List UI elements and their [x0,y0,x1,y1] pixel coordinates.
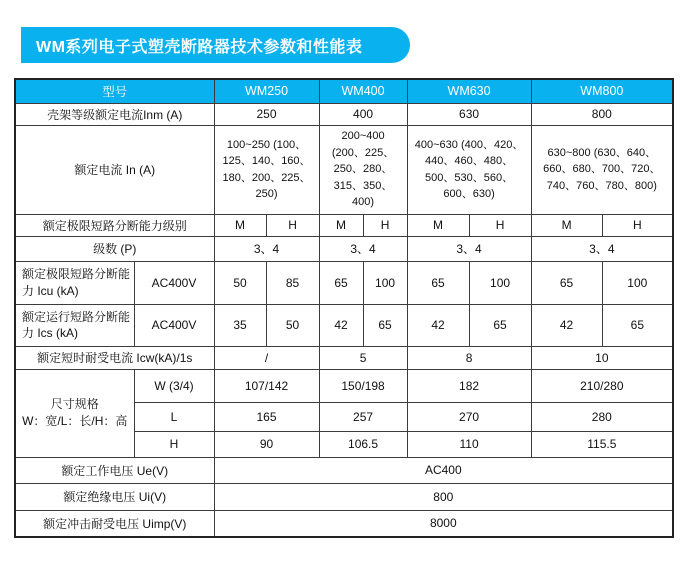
icu-wm630-h: 100 [469,261,531,304]
poles-wm800: 3、4 [531,236,673,261]
row-poles [15,236,673,261]
poles-wm630: 3、4 [407,236,531,261]
dimension-l-wm250: 165 [214,402,319,431]
rated-current-wm400: 200~400 (200、225、250、280、315、350、400) [319,125,407,214]
header-wm250: WM250 [214,79,319,103]
row-ui [15,483,673,510]
header-wm630: WM630 [407,79,531,103]
header-row [15,79,673,103]
page-title-banner [21,27,410,63]
breaking-class-wm630-m: M [407,214,469,236]
dimension-l-wm630: 270 [407,402,531,431]
dimension-h-label: H [134,431,214,457]
header-model-label: 型号 [15,79,214,103]
ui-value: 800 [214,483,673,510]
icu-condition: AC400V [134,261,214,304]
icu-wm400-m: 65 [319,261,363,304]
rated-current-wm250: 100~250 (100、125、140、160、180、200、225、250) [214,125,319,214]
dimension-h-wm400: 106.5 [319,431,407,457]
uimp-label: 额定冲击耐受电压 Uimp(V) [15,510,214,537]
uimp-value: 8000 [214,510,673,537]
row-ue [15,457,673,483]
ics-wm250-m: 35 [214,304,266,346]
row-dimension-w [15,369,673,402]
row-rated-current [15,125,673,214]
breaking-class-wm250-m: M [214,214,266,236]
ics-wm630-h: 65 [469,304,531,346]
ics-wm400-h: 65 [363,304,407,346]
icu-wm400-h: 100 [363,261,407,304]
dimension-w-wm630: 182 [407,369,531,402]
row-icw [15,346,673,369]
ue-value: AC400 [214,457,673,483]
breaking-class-label: 额定极限短路分断能力级别 [15,214,214,236]
dimension-l-label: L [134,402,214,431]
breaking-class-wm800-h: H [602,214,673,236]
row-ics [15,304,673,346]
dimensions-label-line1: 尺寸规格 [50,397,99,412]
icw-wm400: 5 [319,346,407,369]
spec-table [14,78,674,538]
ics-label: 额定运行短路分断能力 Ics (kA) [15,304,134,346]
dimensions-label-line2: W：宽/L：长/H：高 [22,414,128,428]
dimensions-label [15,369,134,457]
ui-label: 额定绝缘电压 Ui(V) [15,483,214,510]
poles-wm400: 3、4 [319,236,407,261]
dimension-h-wm630: 110 [407,431,531,457]
icu-wm800-h: 100 [602,261,673,304]
icu-label: 额定极限短路分断能力 Icu (kA) [15,261,134,304]
icu-wm250-m: 50 [214,261,266,304]
inm-wm630: 630 [407,103,531,125]
ue-label: 额定工作电压 Ue(V) [15,457,214,483]
icu-wm800-m: 65 [531,261,602,304]
ics-wm630-m: 42 [407,304,469,346]
icw-label: 额定短时耐受电流 Icw(kA)/1s [15,346,214,369]
dimension-h-wm250: 90 [214,431,319,457]
ics-condition: AC400V [134,304,214,346]
breaking-class-wm250-h: H [266,214,319,236]
dimension-w-wm400: 150/198 [319,369,407,402]
row-frame-current [15,103,673,125]
breaking-class-wm400-m: M [319,214,363,236]
dimension-w-wm800: 210/280 [531,369,673,402]
rated-current-label: 额定电流 In (A) [15,125,214,214]
dimension-w-wm250: 107/142 [214,369,319,402]
icw-wm800: 10 [531,346,673,369]
header-wm400: WM400 [319,79,407,103]
header-wm800: WM800 [531,79,673,103]
dimension-w-label: W (3/4) [134,369,214,402]
inm-wm250: 250 [214,103,319,125]
poles-wm250: 3、4 [214,236,319,261]
breaking-class-wm400-h: H [363,214,407,236]
ics-wm250-h: 50 [266,304,319,346]
dimension-l-wm800: 280 [531,402,673,431]
ics-wm400-m: 42 [319,304,363,346]
row-icu [15,261,673,304]
row-breaking-class [15,214,673,236]
rated-current-wm630: 400~630 (400、420、440、460、480、500、530、560、600、630) [407,125,531,214]
inm-wm400: 400 [319,103,407,125]
icu-wm250-h: 85 [266,261,319,304]
inm-wm800: 800 [531,103,673,125]
breaking-class-wm800-m: M [531,214,602,236]
icw-wm630: 8 [407,346,531,369]
icw-wm250: / [214,346,319,369]
ics-wm800-m: 42 [531,304,602,346]
icu-wm630-m: 65 [407,261,469,304]
breaking-class-wm630-h: H [469,214,531,236]
page-title: WM系列电子式塑壳断路器技术参数和性能表 [36,38,363,56]
ics-wm800-h: 65 [602,304,673,346]
poles-label: 级数 (P) [15,236,214,261]
rated-current-wm800: 630~800 (630、640、660、680、700、720、740、760、780、800) [531,125,673,214]
row-uimp [15,510,673,537]
dimension-l-wm400: 257 [319,402,407,431]
dimension-h-wm800: 115.5 [531,431,673,457]
inm-label: 壳架等级额定电流Inm (A) [15,103,214,125]
